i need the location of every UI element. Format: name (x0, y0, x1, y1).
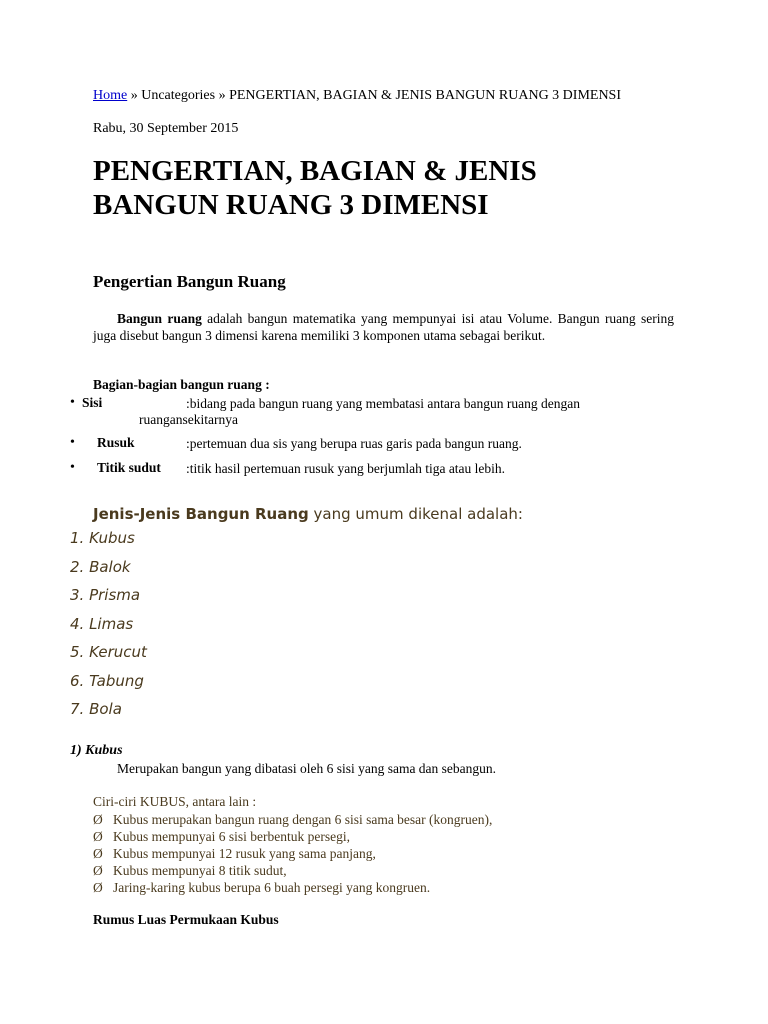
ciri-text: Kubus merupakan bangun ruang dengan 6 sisi sama besar (kongruen), (113, 812, 493, 827)
ciri-label-rest: , antara lain : (185, 794, 257, 809)
list-item (93, 845, 492, 862)
jenis-heading-bold: Jenis-Jenis Bangun Ruang (93, 505, 309, 523)
kubus-heading: 1) Kubus (70, 743, 123, 758)
page-title: PENGERTIAN, BAGIAN & JENIS BANGUN RUANG 3 DIMENSI (93, 155, 537, 221)
empty-set-icon: Ø (93, 846, 103, 861)
bullet-dot: • (70, 435, 75, 450)
post-date: Rabu, 30 September 2015 (93, 121, 239, 136)
list-item: 1. Kubus (70, 529, 135, 547)
kubus-description: Merupakan bangun yang dibatasi oleh 6 sisi yang sama dan sebangun. (117, 761, 497, 776)
empty-set-icon: Ø (93, 880, 103, 895)
ciri-text: Kubus mempunyai 8 titik sudut, (113, 863, 287, 878)
empty-set-icon: Ø (93, 829, 103, 844)
ciri-text: Kubus mempunyai 12 rusuk yang sama panjang, (113, 846, 376, 861)
empty-set-icon: Ø (93, 812, 103, 827)
bagian-desc-titik-sudut: :titik hasil pertemuan rusuk yang berjumlah tiga atau lebih. (186, 461, 506, 476)
list-item (93, 828, 492, 845)
breadcrumb-category: Uncategories (141, 88, 216, 103)
empty-set-icon: Ø (93, 863, 103, 878)
list-item (93, 811, 492, 828)
ciri-heading (93, 794, 256, 810)
bullet-dot: • (70, 460, 75, 475)
bagian-desc-sisi: :bidang pada bangun ruang yang membatasi antara bangun ruang dengan (186, 396, 580, 411)
list-item (93, 862, 492, 879)
list-item: 5. Kerucut (70, 643, 147, 661)
bagian-term-rusuk: Rusuk (97, 435, 135, 450)
ciri-text: Kubus mempunyai 6 sisi berbentuk persegi, (113, 829, 350, 844)
list-item: 4. Limas (70, 614, 134, 633)
rumus-heading: Rumus Luas Permukaan Kubus (93, 912, 279, 927)
ciri-text: Jaring-karing kubus berupa 6 buah persegi yang kongruen. (113, 880, 431, 895)
ciri-label: Ciri-ciri KUBUS (93, 794, 186, 809)
pengertian-paragraph (93, 310, 674, 344)
jenis-heading (93, 505, 523, 523)
list-item: 3. Prisma (70, 586, 141, 604)
breadcrumb (93, 88, 633, 104)
jenis-heading-rest: yang umum dikenal adalah: (308, 505, 523, 523)
bagian-term-sisi: Sisi (82, 395, 103, 410)
bagian-term-titik-sudut: Titik sudut (97, 460, 161, 475)
term-bangun-ruang: Bangun ruang (117, 311, 202, 326)
list-item (93, 879, 492, 896)
bagian-desc-sisi-cont: ruangansekitarnya (139, 412, 238, 427)
list-item: 6. Tabung (70, 671, 144, 690)
list-item: 7. Bola (70, 700, 122, 718)
section-heading-pengertian: Pengertian Bangun Ruang (93, 272, 286, 291)
ciri-list (93, 811, 492, 896)
list-item: 2. Balok (70, 557, 131, 576)
pengertian-text: adalah bangun matematika yang mempunyai isi atau Volume. Bangun ruang sering juga disebut bangun 3 dimensi karena memiliki 3 komponen utama sebagai berikut. (93, 311, 674, 343)
jenis-list (70, 527, 147, 727)
bagian-desc-rusuk: :pertemuan dua sis yang berupa ruas garis pada bangun ruang. (186, 436, 522, 451)
breadcrumb-separator: » (127, 88, 142, 103)
bullet-dot: • (70, 395, 75, 410)
breadcrumb-home-link[interactable]: Home (93, 88, 128, 103)
breadcrumb-current: PENGERTIAN, BAGIAN & JENIS BANGUN RUANG 3 DIMENSI (229, 88, 622, 103)
breadcrumb-separator: » (215, 88, 230, 103)
bagian-heading: Bagian-bagian bangun ruang : (93, 377, 270, 392)
